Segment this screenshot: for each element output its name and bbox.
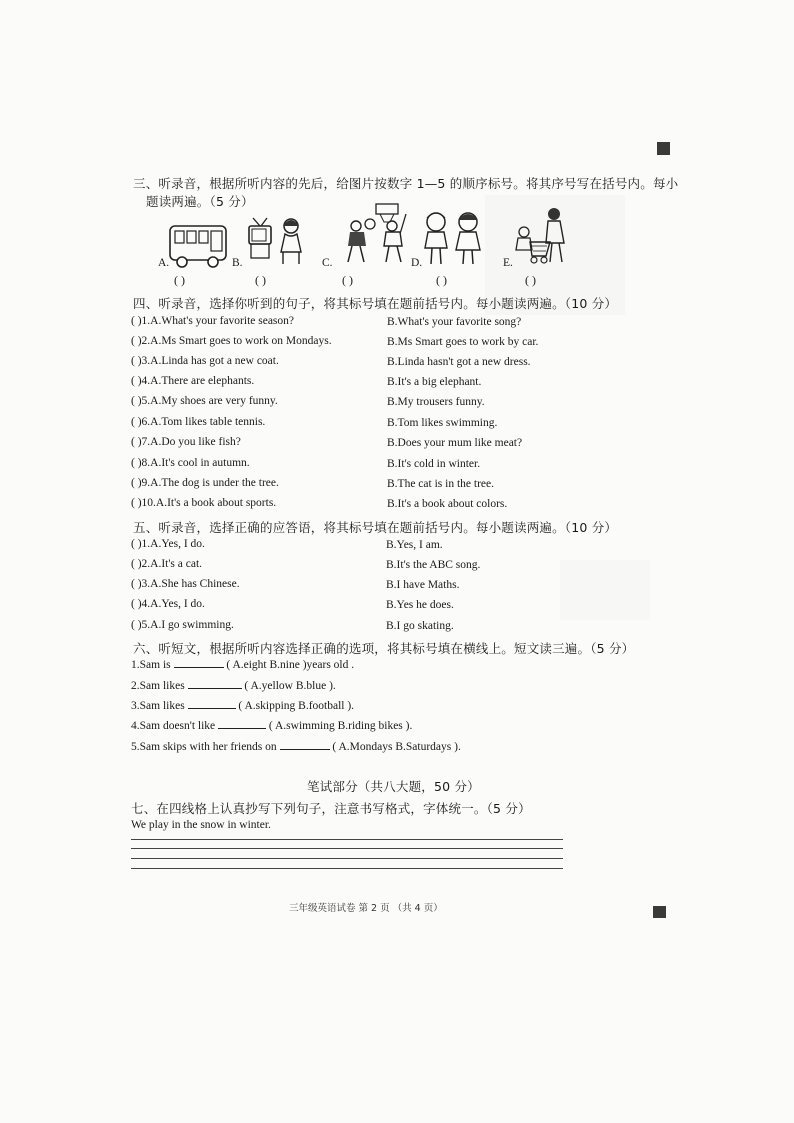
two-children-icon (420, 210, 486, 268)
copy-sentence: We play in the snow in winter. (131, 819, 271, 831)
answer-paren-d[interactable]: ( ) (436, 273, 447, 287)
s5-item-2-option-a: ( )2.A.It's a cat. (131, 558, 203, 570)
s6-item-1 (131, 659, 354, 671)
s6-item-4-options: ( A.swimming B.riding bikes ). (268, 720, 413, 732)
s4-item-4-option-a: ( )4.A.There are elephants. (131, 375, 255, 387)
s5-item-5-option-b: B.I go skating. (386, 620, 454, 632)
s4-item-3-option-b: B.Linda hasn't got a new dress. (387, 356, 531, 368)
s4-item-1-option-a: ( )1.A.What's your favorite season? (131, 315, 295, 327)
s4-item-8-option-a: ( )8.A.It's cool in autumn. (131, 457, 250, 469)
section-5-instruction: 五、听录音，选择正确的应答语，将其标号填在题前括号内。每小题读两遍。（10 分） (133, 520, 618, 535)
s4-item-4-option-b: B.It's a big elephant. (387, 376, 482, 388)
s5-item-1-option-b: B.Yes, I am. (386, 539, 443, 551)
section-7-instruction: 七、在四线格上认真抄写下列句子，注意书写格式，字体统一。（5 分） (131, 801, 531, 816)
s4-item-7-option-b: B.Does your mum like meat? (387, 437, 523, 449)
s6-item-2-blank[interactable] (188, 688, 242, 689)
s5-item-1-option-a: ( )1.A.Yes, I do. (131, 538, 205, 550)
s4-item-10-option-b: B.It's a book about colors. (387, 498, 508, 510)
written-part-header: 笔试部分（共八大题，50 分） (307, 779, 480, 794)
s5-item-3-option-a: ( )3.A.She has Chinese. (131, 578, 240, 590)
girl-watching-tv-icon (243, 212, 309, 268)
s6-item-1-blank[interactable] (174, 667, 224, 668)
s5-item-3-option-b: B.I have Maths. (386, 579, 460, 591)
s4-item-9-option-b: B.The cat is in the tree. (387, 478, 494, 490)
s4-item-2-option-b: B.Ms Smart goes to work by car. (387, 336, 539, 348)
s5-item-2-option-b: B.It's the ABC song. (386, 559, 481, 571)
s4-item-3-option-a: ( )3.A.Linda has got a new coat. (131, 355, 279, 367)
s4-item-5-option-b: B.My trousers funny. (387, 396, 485, 408)
s6-item-4-blank[interactable] (218, 728, 266, 729)
s5-item-4-option-b: B.Yes he does. (386, 599, 454, 611)
answer-paren-c[interactable]: ( ) (342, 273, 353, 287)
s4-item-5-option-a: ( )5.A.My shoes are very funny. (131, 395, 278, 407)
page-footer: 三年级英语试卷 第 2 页 （共 4 页） (289, 903, 443, 914)
answer-paren-a[interactable]: ( ) (174, 273, 185, 287)
s4-item-10-option-a: ( )10.A.It's a book about sports. (131, 497, 277, 509)
picture-e-letter: E. (503, 257, 513, 269)
s4-item-6-option-a: ( )6.A.Tom likes table tennis. (131, 416, 266, 428)
picture-d-letter: D. (411, 257, 423, 269)
shopping-cart-family-icon (510, 206, 572, 268)
s6-item-4-prefix: 4.Sam doesn't like (131, 720, 216, 732)
registration-mark-bottom (653, 906, 666, 918)
section-3-instruction: 三、听录音，根据所听内容的先后，给图片按数字 1—5 的顺序标号。将其序号写在括号内。每小 (133, 176, 679, 191)
s6-item-5 (131, 741, 461, 753)
s5-item-4-option-a: ( )4.A.Yes, I do. (131, 598, 205, 610)
section-4-instruction: 四、听录音，选择你听到的句子，将其标号填在题前括号内。每小题读两遍。（10 分） (133, 296, 618, 311)
four-line-grid-line (131, 858, 563, 859)
s6-item-2-options: ( A.yellow B.blue ). (244, 680, 336, 692)
s6-item-1-prefix: 1.Sam is (131, 659, 171, 671)
s4-item-6-option-b: B.Tom likes swimming. (387, 417, 498, 429)
s6-item-5-options: ( A.Mondays B.Saturdays ). (332, 741, 461, 753)
s6-item-4 (131, 720, 412, 732)
four-line-grid-line (131, 839, 563, 840)
picture-a-letter: A. (158, 257, 170, 269)
s6-item-3-prefix: 3.Sam likes (131, 700, 185, 712)
registration-mark-top (657, 142, 670, 155)
picture-c-letter: C. (322, 257, 333, 269)
four-line-grid-line (131, 868, 563, 869)
s6-item-2-prefix: 2.Sam likes (131, 680, 185, 692)
s4-item-7-option-a: ( )7.A.Do you like fish? (131, 436, 241, 448)
s6-item-5-prefix: 5.Sam skips with her friends on (131, 741, 277, 753)
s6-item-3 (131, 700, 354, 712)
s6-item-3-options: ( A.skipping B.football ). (238, 700, 355, 712)
basketball-players-icon (340, 202, 412, 268)
bus-icon (167, 220, 231, 270)
s4-item-2-option-a: ( )2.A.Ms Smart goes to work on Mondays. (131, 335, 332, 347)
s6-item-1-options: ( A.eight B.nine )years old . (226, 659, 355, 671)
s4-item-8-option-b: B.It's cold in winter. (387, 458, 481, 470)
answer-paren-e[interactable]: ( ) (525, 273, 536, 287)
picture-b-letter: B. (232, 257, 243, 269)
s6-item-5-blank[interactable] (280, 749, 330, 750)
section-6-instruction: 六、听短文，根据所听内容选择正确的选项，将其标号填在横线上。短文读三遍。（5 分） (133, 641, 635, 656)
s4-item-9-option-a: ( )9.A.The dog is under the tree. (131, 477, 279, 489)
section-3-instruction-cont: 题读两遍。（5 分） (146, 194, 254, 209)
answer-paren-b[interactable]: ( ) (255, 273, 266, 287)
s6-item-3-blank[interactable] (188, 708, 236, 709)
s6-item-2 (131, 680, 336, 692)
bleed-through-shading (560, 560, 650, 620)
s4-item-1-option-b: B.What's your favorite song? (387, 316, 522, 328)
s5-item-5-option-a: ( )5.A.I go swimming. (131, 619, 234, 631)
four-line-grid-line (131, 848, 563, 849)
